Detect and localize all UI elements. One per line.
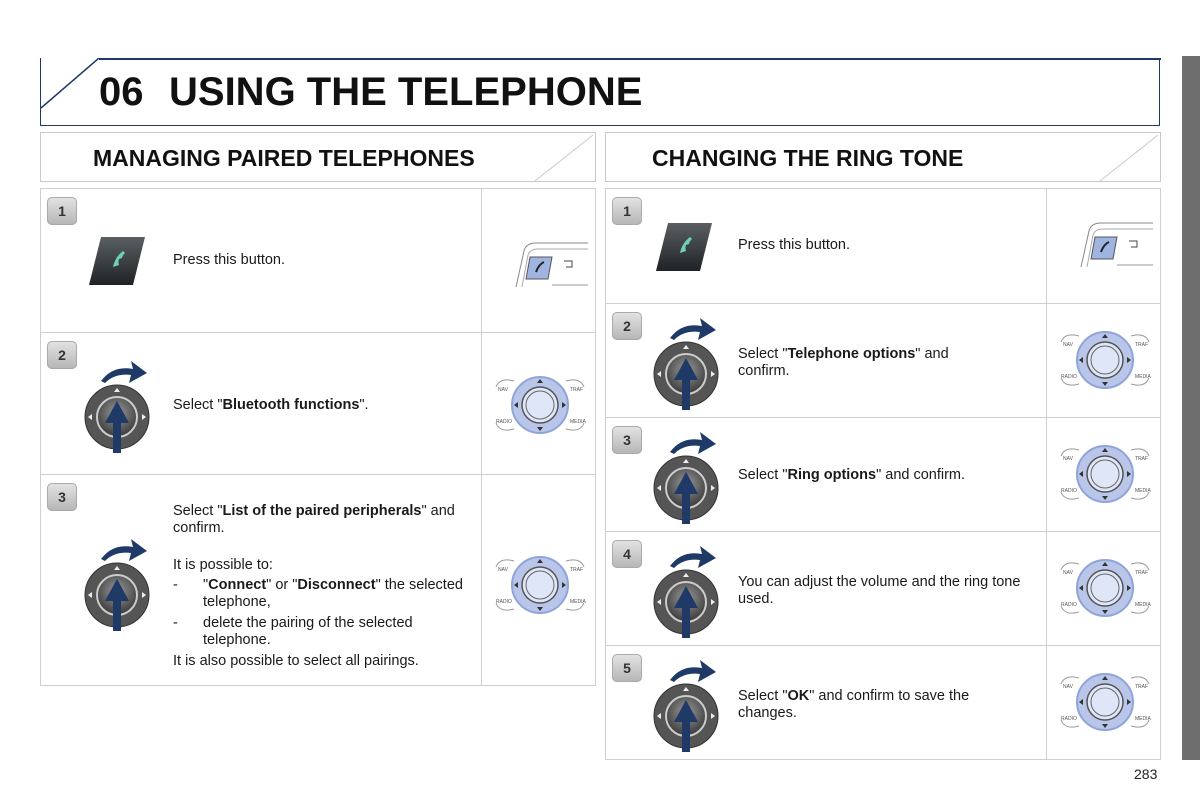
phone-button-icon xyxy=(87,235,147,287)
svg-text:TRAF: TRAF xyxy=(1135,570,1149,576)
svg-text:MEDIA: MEDIA xyxy=(1135,716,1151,722)
svg-text:MEDIA: MEDIA xyxy=(570,599,586,605)
svg-text:TRAF: TRAF xyxy=(1135,684,1149,690)
step-ringtone-1 xyxy=(605,188,1161,303)
step-managing-2 xyxy=(40,332,596,474)
step-text: Press this button. xyxy=(738,237,851,253)
svg-text:TRAF: TRAF xyxy=(1135,342,1149,348)
svg-text:MEDIA: MEDIA xyxy=(1135,602,1151,608)
page-number: 283 xyxy=(1134,766,1158,782)
svg-text:NAV: NAV xyxy=(498,387,508,393)
svg-text:MEDIA: MEDIA xyxy=(1135,488,1151,494)
step-number-badge: 3 xyxy=(47,483,77,511)
svg-text:NAV: NAV xyxy=(1063,342,1073,348)
dial-controls-icon xyxy=(1055,436,1155,512)
step-managing-3 xyxy=(40,474,596,686)
rotary-knob-press-icon xyxy=(83,357,153,457)
step-illustration-cell xyxy=(481,189,595,332)
section-header-ring-tone xyxy=(605,132,1161,182)
step-ringtone-3 xyxy=(605,417,1161,531)
rotary-knob-press-icon xyxy=(652,656,722,756)
step-number-badge: 5 xyxy=(612,654,642,682)
step-illustration-cell xyxy=(1046,304,1160,417)
list-item: - "Connect" or "Disconnect" the selected telephone, xyxy=(173,577,463,610)
svg-text:MEDIA: MEDIA xyxy=(570,419,586,425)
step-ringtone-4 xyxy=(605,531,1161,645)
step-illustration-cell xyxy=(1046,418,1160,531)
step-text: Press this button. xyxy=(173,252,286,268)
rotary-knob-press-icon xyxy=(652,428,722,528)
step-text: Select "Ring options" and confirm. xyxy=(738,467,966,483)
step-illustration-cell xyxy=(481,475,595,685)
svg-text:NAV: NAV xyxy=(1063,684,1073,690)
section-header-managing xyxy=(40,132,596,182)
section-title: MANAGING PAIRED TELEPHONES xyxy=(93,145,475,171)
svg-text:RADIO: RADIO xyxy=(496,599,512,605)
step-illustration-cell xyxy=(481,333,595,474)
step-managing-1 xyxy=(40,188,596,332)
step-illustration-cell xyxy=(1046,189,1160,303)
dial-controls-icon xyxy=(490,367,590,443)
svg-text:NAV: NAV xyxy=(1063,456,1073,462)
chapter-header xyxy=(40,58,1160,126)
step-number-badge: 2 xyxy=(47,341,77,369)
chapter-tab-strip xyxy=(1182,56,1200,760)
svg-text:MEDIA: MEDIA xyxy=(1135,374,1151,380)
dial-controls-icon xyxy=(1055,322,1155,398)
list-item: - delete the pairing of the selected telephone. xyxy=(173,615,413,648)
step-number-badge: 2 xyxy=(612,312,642,340)
step-number-badge: 3 xyxy=(612,426,642,454)
step-ringtone-2 xyxy=(605,303,1161,417)
step-number-badge: 1 xyxy=(612,197,642,225)
svg-text:TRAF: TRAF xyxy=(570,387,584,393)
dial-controls-icon xyxy=(1055,664,1155,740)
step-text: Select "List of the paired peripherals" and confirm. It is possible to: - "Connect" or "Disconnect" the selected telephone, - delete the pairing of the selected telephone. It is also possible to select all pairings. xyxy=(173,503,463,669)
svg-text:TRAF: TRAF xyxy=(570,567,584,573)
section-title: CHANGING THE RING TONE xyxy=(652,145,964,171)
step-text: Select "Telephone options" and confirm. xyxy=(738,346,949,379)
rotary-knob-press-icon xyxy=(652,314,722,414)
svg-text:RADIO: RADIO xyxy=(1061,716,1077,722)
chapter-number: 06 xyxy=(99,70,144,114)
step-text: You can adjust the volume and the ring tone used. xyxy=(738,574,1021,607)
svg-text:TRAF: TRAF xyxy=(1135,456,1149,462)
svg-text:NAV: NAV xyxy=(498,567,508,573)
step-ringtone-5 xyxy=(605,645,1161,760)
step-text: Select "OK" and confirm to save the changes. xyxy=(738,688,970,721)
step-illustration-cell xyxy=(1046,532,1160,645)
step-text: Select "Bluetooth functions". xyxy=(173,397,369,413)
rotary-knob-press-icon xyxy=(83,535,153,635)
step-illustration-cell xyxy=(1046,646,1160,759)
step-number-badge: 1 xyxy=(47,197,77,225)
svg-text:RADIO: RADIO xyxy=(496,419,512,425)
svg-text:NAV: NAV xyxy=(1063,570,1073,576)
step-number-badge: 4 xyxy=(612,540,642,568)
dashboard-phone-key-icon xyxy=(512,239,590,289)
rotary-knob-press-icon xyxy=(652,542,722,642)
svg-text:RADIO: RADIO xyxy=(1061,374,1077,380)
chapter-title: USING THE TELEPHONE xyxy=(169,70,643,114)
svg-text:RADIO: RADIO xyxy=(1061,602,1077,608)
svg-text:RADIO: RADIO xyxy=(1061,488,1077,494)
dashboard-phone-key-icon xyxy=(1077,219,1155,269)
header-corner-cut xyxy=(41,58,101,128)
dial-controls-icon xyxy=(490,547,590,623)
dial-controls-icon xyxy=(1055,550,1155,626)
phone-button-icon xyxy=(654,221,714,273)
